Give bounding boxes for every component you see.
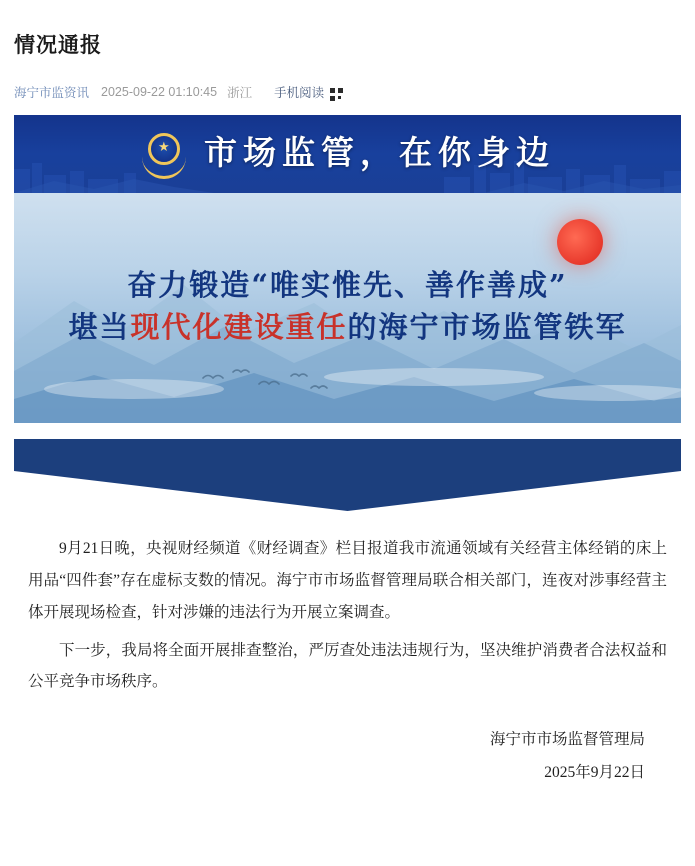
meta-datetime: 2025-09-22 01:10:45 — [101, 85, 218, 100]
banner-headline-line2: 堪当现代化建设重任的海宁市场监管铁军 — [68, 310, 627, 345]
signature-date: 2025年9月22日 — [544, 763, 645, 781]
meta-region: 浙江 — [227, 86, 253, 101]
banner-slogan: 市场监管，在你身边 — [204, 133, 555, 173]
decorative-blue-band — [14, 439, 681, 511]
article-page — [0, 14, 695, 829]
market-supervision-emblem: ★ — [140, 129, 188, 179]
meta-source[interactable]: 海宁市监资讯 — [14, 86, 90, 101]
article-signature — [28, 724, 667, 789]
banner-headline-line1: 奋力锻造“唯实惟先、善作善成” — [127, 268, 568, 303]
article-body — [28, 533, 667, 698]
mobile-read-link[interactable]: 手机阅读 — [274, 86, 325, 101]
signature-organization: 海宁市市场监督管理局 — [489, 731, 645, 749]
page-title: 情况通报 — [14, 34, 102, 58]
header-banner-image — [14, 115, 681, 423]
body-paragraph-1: 9月21日晚，央视财经频道《财经调查》栏目报道我市流通领域有关经营主体经销的床上用品“四件套”存在虚标支数的情况。海宁市市场监督管理局联合相关部门，连夜对涉事经营主体开展现场检查，针对涉嫌的违法行为开展立案调查。 — [28, 540, 667, 621]
band-notch-shape — [14, 471, 681, 511]
banner-top-strip — [14, 115, 681, 193]
article-meta — [0, 83, 695, 115]
banner-mid-scene — [14, 193, 681, 423]
body-paragraph-2: 下一步，我局将全面开展排查整治，严厉查处违法违规行为，坚决维护消费者合法权益和公平竞争市场秩序。 — [28, 641, 667, 691]
bottom-spacer — [0, 789, 695, 829]
birds-decoration — [199, 368, 329, 394]
qr-code-icon[interactable] — [330, 88, 343, 101]
